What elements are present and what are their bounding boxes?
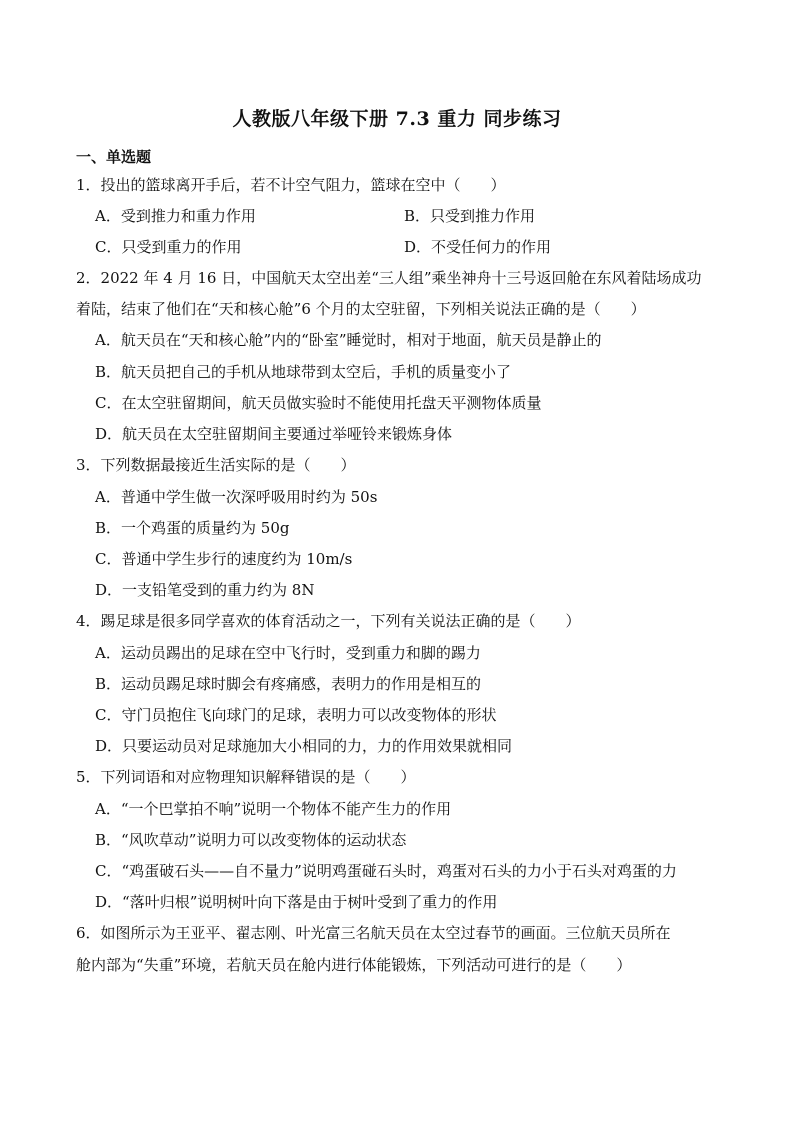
- section-heading: 一、单选题: [76, 148, 152, 166]
- question-1-option-a: A．受到推力和重力作用: [95, 207, 256, 225]
- question-6-stem-line-1: 6．如图所示为王亚平、翟志刚、叶光富三名航天员在太空过春节的画面。三位航天员所在: [76, 924, 671, 942]
- question-5-option-d: D．“落叶归根”说明树叶向下落是由于树叶受到了重力的作用: [95, 893, 498, 911]
- question-2-option-c: C．在太空驻留期间，航天员做实验时不能使用托盘天平测物体质量: [95, 394, 542, 412]
- question-3-option-c: C．普通中学生步行的速度约为 10m/s: [95, 550, 353, 568]
- question-5-option-b: B．“风吹草动”说明力可以改变物体的运动状态: [95, 831, 407, 849]
- question-3-stem: 3．下列数据最接近生活实际的是（ ）: [76, 456, 356, 474]
- question-4-option-c: C．守门员抱住飞向球门的足球，表明力可以改变物体的形状: [95, 706, 497, 724]
- question-4-stem: 4．踢足球是很多同学喜欢的体育活动之一，下列有关说法正确的是（ ）: [76, 612, 581, 630]
- question-4-option-d: D．只要运动员对足球施加大小相同的力，力的作用效果就相同: [95, 737, 513, 755]
- question-4-option-b: B．运动员踢足球时脚会有疼痛感，表明力的作用是相互的: [95, 675, 482, 693]
- question-1-option-c: C．只受到重力的作用: [95, 238, 242, 256]
- question-3-option-d: D．一支铅笔受到的重力约为 8N: [95, 581, 315, 599]
- question-2-option-b: B．航天员把自己的手机从地球带到太空后，手机的质量变小了: [95, 363, 512, 381]
- question-2-stem-line-2: 着陆，结束了他们在“天和核心舱”6 个月的太空驻留，下列相关说法正确的是（ ）: [76, 300, 646, 318]
- question-2-option-d: D．航天员在太空驻留期间主要通过举哑铃来锻炼身体: [95, 425, 453, 443]
- question-5-stem: 5．下列词语和对应物理知识解释错误的是（ ）: [76, 768, 416, 786]
- page-title: 人教版八年级下册 7.3 重力 同步练习: [232, 108, 562, 130]
- question-3-option-a: A．普通中学生做一次深呼吸用时约为 50s: [95, 488, 378, 506]
- question-1-option-d: D．不受任何力的作用: [404, 238, 552, 256]
- question-6-stem-line-2: 舱内部为“失重”环境，若航天员在舱内进行体能锻炼，下列活动可进行的是（ ）: [76, 956, 632, 974]
- question-2-option-a: A．航天员在“天和核心舱”内的“卧室”睡觉时，相对于地面，航天员是静止的: [95, 331, 602, 349]
- question-5-option-a: A．“一个巴掌拍不响”说明一个物体不能产生力的作用: [95, 800, 452, 818]
- question-2-stem-line-1: 2．2022 年 4 月 16 日，中国航天太空出差“三人组”乘坐神舟十三号返回舱在东风着陆场成功: [76, 269, 702, 287]
- question-3-option-b: B．一个鸡蛋的质量约为 50g: [95, 519, 290, 537]
- question-5-option-c: C．“鸡蛋破石头——自不量力”说明鸡蛋碰石头时，鸡蛋对石头的力小于石头对鸡蛋的力: [95, 862, 677, 880]
- question-4-option-a: A．运动员踢出的足球在空中飞行时，受到重力和脚的踢力: [95, 644, 481, 662]
- question-1-option-b: B．只受到推力作用: [404, 207, 536, 225]
- question-1-stem: 1．投出的篮球离开手后，若不计空气阻力，篮球在空中（ ）: [76, 176, 506, 194]
